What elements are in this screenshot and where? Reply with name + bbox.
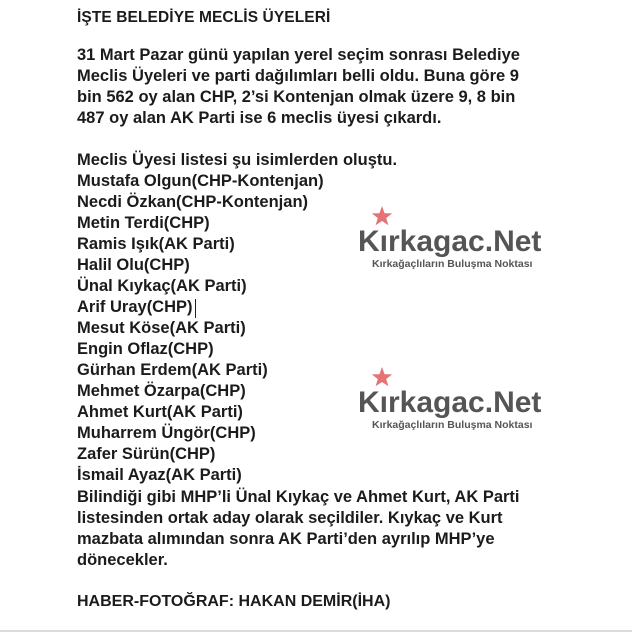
watermark-tagline: Kırkağaçlıların Buluşma Noktası [372,258,533,270]
member-list [77,171,324,486]
watermark-logo [322,198,562,288]
member-item: Mehmet Özarpa(CHP) [77,382,246,400]
member-item: Arif Uray(CHP) [77,298,193,316]
watermark-brand: Kırkagac.Net [358,386,542,419]
member-item: Ünal Kıykaç(AK Parti) [77,277,247,295]
article-intro: 31 Mart Pazar günü yapılan yerel seçim sonrası Belediye Meclis Üyeleri ve parti dağılımları belli oldu. Buna göre 9 bin 562 oy alan CHP, 2’si Kontenjan olmak üzere 9, 8 bin 487 oy alan AK Parti ise 6 meclis üyesi çıkardı. [77,46,520,127]
watermark-logo [322,359,562,449]
member-item: Gürhan Erdem(AK Parti) [77,361,268,379]
member-item: Engin Oflaz(CHP) [77,340,214,358]
bottom-divider [0,630,632,632]
member-item: Necdi Özkan(CHP-Kontenjan) [77,193,309,211]
member-item: Mesut Köse(AK Parti) [77,319,246,337]
member-item: Ramis Işık(AK Parti) [77,235,235,253]
member-item: Zafer Sürün(CHP) [77,445,216,463]
text-cursor [195,299,196,318]
member-item: Ahmet Kurt(AK Parti) [77,403,243,421]
watermark-brand: Kırkagac.Net [358,225,542,258]
member-item: İsmail Ayaz(AK Parti) [77,466,242,484]
article-title: İŞTE BELEDİYE MECLİS ÜYELERİ [77,9,331,26]
member-item: Metin Terdi(CHP) [77,214,210,232]
article-credit: HABER-FOTOĞRAF: HAKAN DEMİR(İHA) [77,593,391,610]
watermark-tagline: Kırkağaçlıların Buluşma Noktası [372,419,533,431]
member-item: Muharrem Üngör(CHP) [77,424,256,442]
article-closing: Bilindiği gibi MHP’li Ünal Kıykaç ve Ahmet Kurt, AK Parti listesinden ortak aday olarak seçildiler. Kıykaç ve Kurt mazbata alımından sonra AK Parti’den ayrılıp MHP’ye dönecekler. [77,488,520,569]
member-item: Mustafa Olgun(CHP-Kontenjan) [77,172,324,190]
member-item: Halil Olu(CHP) [77,256,190,274]
member-list-heading: Meclis Üyesi listesi şu isimlerden oluştu. [77,151,398,169]
